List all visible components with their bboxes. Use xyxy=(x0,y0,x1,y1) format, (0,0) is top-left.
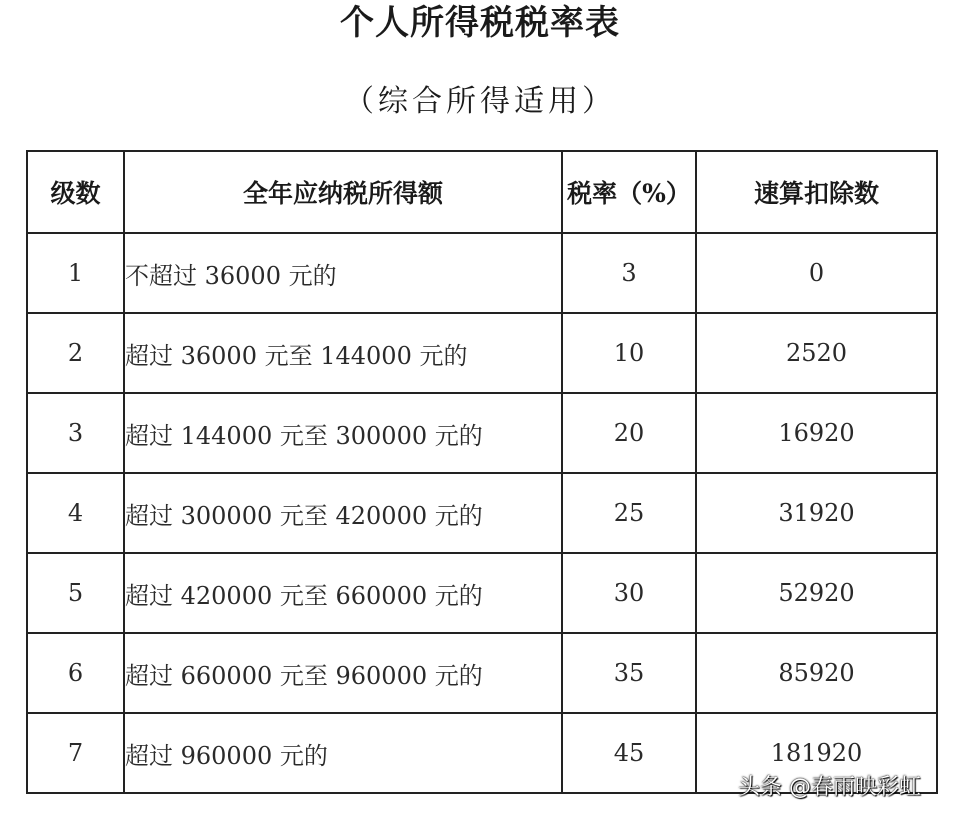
cell-rate: 10 xyxy=(562,313,696,393)
cell-level: 4 xyxy=(27,473,124,553)
table-row xyxy=(27,313,937,393)
cell-deduction: 0 xyxy=(696,233,937,313)
header-level: 级数 xyxy=(27,151,124,233)
header-deduction: 速算扣除数 xyxy=(696,151,937,233)
cell-income: 超过 420000 元至 660000 元的 xyxy=(124,553,562,633)
cell-deduction: 85920 xyxy=(696,633,937,713)
table-row xyxy=(27,233,937,313)
table-row xyxy=(27,473,937,553)
cell-income: 不超过 36000 元的 xyxy=(124,233,562,313)
tax-rate-table xyxy=(26,150,938,794)
cell-level: 1 xyxy=(27,233,124,313)
cell-income: 超过 660000 元至 960000 元的 xyxy=(124,633,562,713)
cell-level: 7 xyxy=(27,713,124,793)
cell-deduction: 52920 xyxy=(696,553,937,633)
cell-rate: 30 xyxy=(562,553,696,633)
cell-rate: 20 xyxy=(562,393,696,473)
source-watermark: 头条 @春雨映彩虹 xyxy=(738,775,921,800)
page-subtitle: （综合所得适用） xyxy=(344,84,616,119)
cell-income: 超过 960000 元的 xyxy=(124,713,562,793)
header-income: 全年应纳税所得额 xyxy=(124,151,562,233)
cell-rate: 25 xyxy=(562,473,696,553)
cell-income: 超过 36000 元至 144000 元的 xyxy=(124,313,562,393)
cell-deduction: 16920 xyxy=(696,393,937,473)
table-header-row xyxy=(27,151,937,233)
cell-rate: 45 xyxy=(562,713,696,793)
cell-level: 2 xyxy=(27,313,124,393)
header-rate: 税率（%） xyxy=(562,151,696,233)
cell-income: 超过 300000 元至 420000 元的 xyxy=(124,473,562,553)
cell-level: 5 xyxy=(27,553,124,633)
cell-rate: 35 xyxy=(562,633,696,713)
cell-level: 3 xyxy=(27,393,124,473)
cell-rate: 3 xyxy=(562,233,696,313)
cell-level: 6 xyxy=(27,633,124,713)
cell-income: 超过 144000 元至 300000 元的 xyxy=(124,393,562,473)
table-row xyxy=(27,393,937,473)
page-title: 个人所得税税率表 xyxy=(340,3,620,43)
cell-deduction: 181920 xyxy=(696,713,937,793)
cell-deduction: 2520 xyxy=(696,313,937,393)
cell-deduction: 31920 xyxy=(696,473,937,553)
table-row xyxy=(27,633,937,713)
table-row xyxy=(27,553,937,633)
